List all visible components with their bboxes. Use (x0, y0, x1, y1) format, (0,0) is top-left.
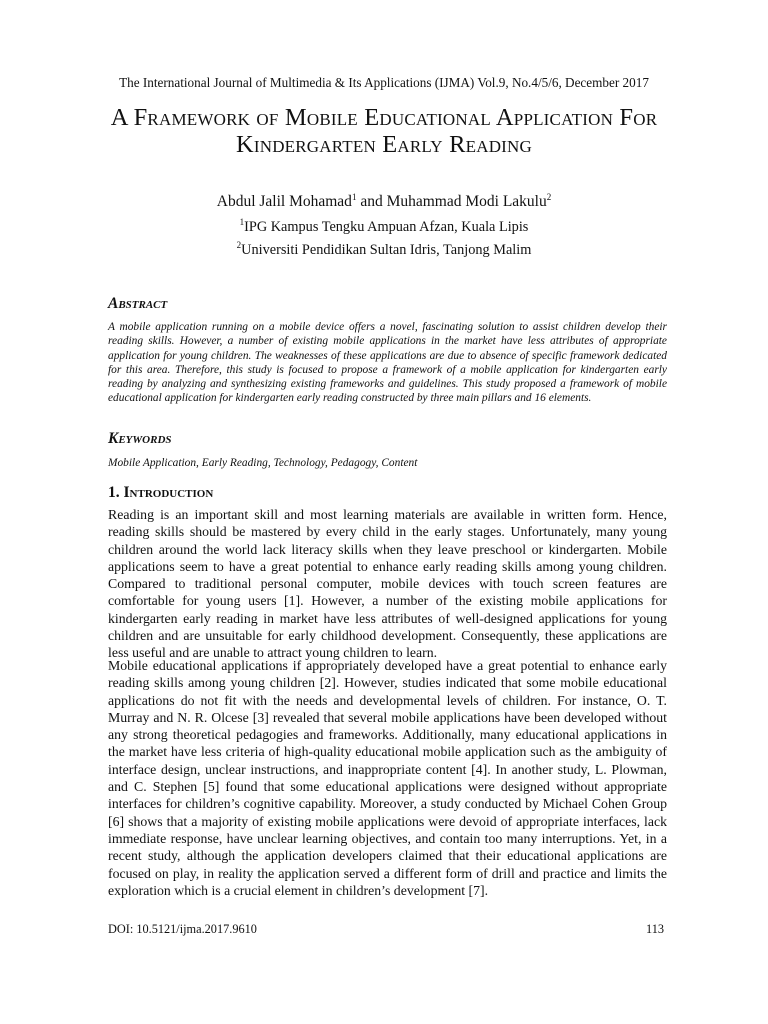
affiliation-text: IPG Kampus Tengku Ampuan Afzan, Kuala Lipis (244, 219, 529, 235)
affiliation-superscript: 2 (236, 240, 242, 251)
abstract-heading: Abstract (108, 295, 168, 312)
author-name: Muhammad Modi Lakulu (386, 193, 547, 210)
footer-doi: DOI: 10.5121/ijma.2017.9610 (108, 922, 257, 936)
keywords-heading: Keywords (108, 430, 172, 447)
journal-header: The International Journal of Multimedia & Its Applications (IJMA) Vol.9, No.4/5/6, December 2017 (119, 75, 649, 90)
affiliation-superscript: 1 (239, 217, 245, 228)
affiliation (0, 219, 768, 236)
author-superscript: 2 (546, 191, 552, 202)
body-paragraph: Reading is an important skill and most learning materials are available in written form. Hence, reading skills should be mastered by every child in the early stages. Unfortunately, many young children around the world lack literacy skills when they leave preschool or kindergarten. Mobile applications seem to have a great potential to enhance early reading skills among young children. Compared to traditional personal computer, mobile devices with touch screen features are comfortable for young users [1]. However, a number of the existing mobile applications for kindergarten early reading in market have less attributes of well-designed applications for young children and are unsuitable for early childhood development. Consequently, these applications are less useful and are unable to attract young children to learn. (108, 507, 667, 661)
author-name: Abdul Jalil Mohamad (216, 193, 352, 210)
abstract-text: A mobile application running on a mobile device offers a novel, fascinating solution to assist children develop their reading skills. However, a number of existing mobile applications in the market have less attributes of appropriate application for young children. The weaknesses of these applications are due to absence of specific framework dedicated for this area. Therefore, this study is focused to propose a framework of a mobile application for kindergarten early reading by analyzing and synthesizing existing frameworks and guidelines. This study proposed a framework of mobile educational application for kindergarten early reading constructed by three main pillars and 16 elements. (108, 321, 667, 405)
affiliation-text: Universiti Pendidikan Sultan Idris, Tanjong Malim (241, 242, 532, 258)
paper-title: A Framework of Mobile Educational Application For Kindergarten Early Reading (110, 104, 658, 158)
affiliation (0, 242, 768, 259)
body-paragraph: Mobile educational applications if appropriately developed have a great potential to enhance early reading skills among young children [2]. However, studies indicated that some mobile educational applications do not fit with the needs and developmental levels of children. For instance, O. T. Murray and N. R. Olcese [3] revealed that several mobile applications have been developed without any strong theoretical pedagogies and frameworks. Additionally, many educational applications in the market have less criteria of high-quality educational mobile application such as the ambiguity of interface design, unclear instructions, and inappropriate content [4]. In another study, L. Plowman, and C. Stephen [5] found that some educational applications were designed without appropriate interfaces for children’s cognitive capability. Moreover, a study conducted by Michael Cohen Group [6] shows that a majority of existing mobile applications were devoid of appropriate interfaces, lack immediate response, have unclear learning objectives, and contain too many interruptions. Yet, in a recent study, although the application developers claimed that their educational applications are focused on play, in reality the application served a different form of drill and practice and limits the exploration which is a crucial element in children’s development [7]. (108, 658, 667, 898)
keywords-text: Mobile Application, Early Reading, Technology, Pedagogy, Content (108, 457, 418, 469)
author-superscript: 1 (351, 191, 357, 202)
author-conjunction: and (356, 193, 387, 210)
page-number: 113 (646, 922, 664, 936)
author-line (0, 193, 768, 211)
section-heading: 1. Introduction (108, 484, 214, 501)
